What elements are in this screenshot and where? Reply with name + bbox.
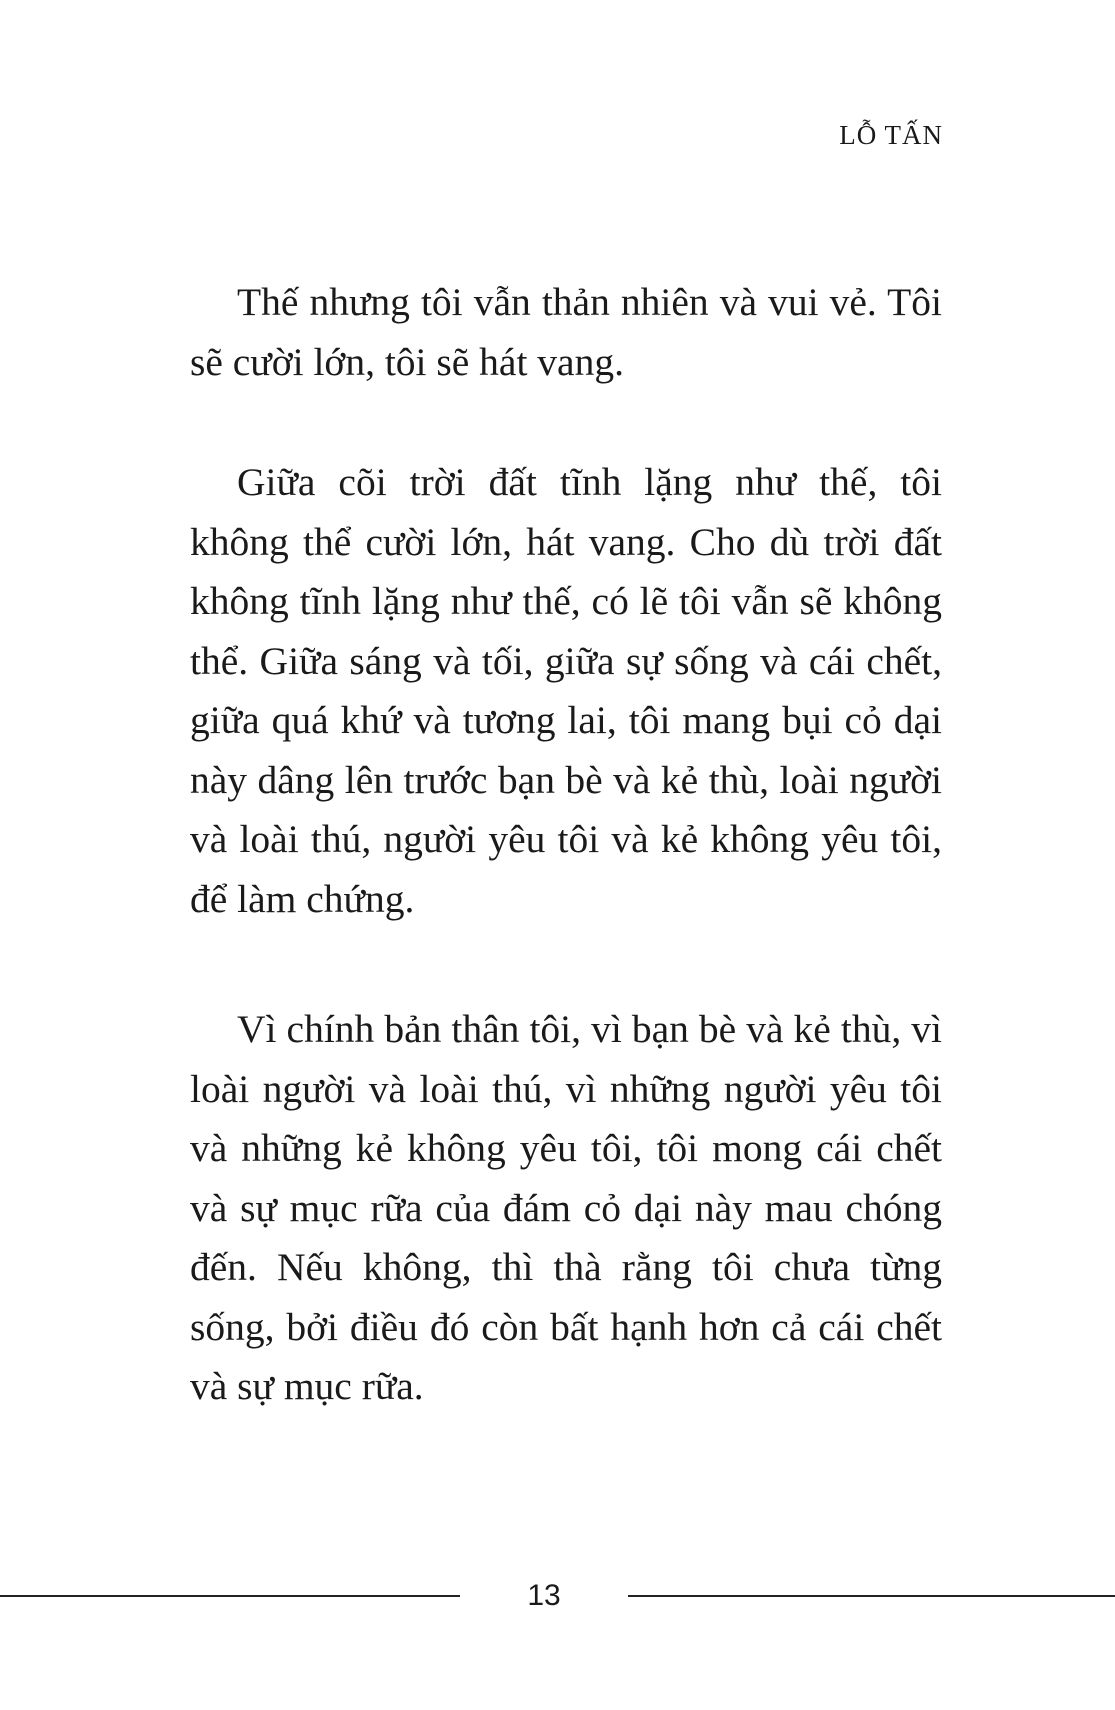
footer-rule-right [628,1595,1115,1597]
body-paragraph-1 [190,273,942,392]
body-paragraph-2 [190,453,942,929]
paragraph-text: Thế nhưng tôi vẫn thản nhiên và vui vẻ. Tôi sẽ cười lớn, tôi sẽ hát vang. [190,280,942,384]
body-paragraph-3 [190,1000,942,1417]
paragraph-text: Giữa cõi trời đất tĩnh lặng như thế, tôi không thể cười lớn, hát vang. Cho dù trời đất không tĩnh lặng như thế, có lẽ tôi vẫn sẽ không thể. Giữa sáng và tối, giữa sự sống và cái chết, giữa quá khứ và tương lai, tôi mang bụi cỏ dại này dâng lên trước bạn bè và kẻ thù, loài người và loài thú, người yêu tôi và kẻ không yêu tôi, để làm chứng. [190,460,942,921]
footer-rule-left [0,1595,460,1597]
running-title: LỖ TẤN [839,120,943,150]
page-number: 13 [527,1579,561,1612]
paragraph-text: Vì chính bản thân tôi, vì bạn bè và kẻ thù, vì loài người và loài thú, vì những người yêu tôi và những kẻ không yêu tôi, tôi mong cái chết và sự mục rữa của đám cỏ dại này mau chóng đến. Nếu không, thì thà rằng tôi chưa từng sống, bởi điều đó còn bất hạnh hơn cả cái chết và sự mục rữa. [190,1007,942,1408]
